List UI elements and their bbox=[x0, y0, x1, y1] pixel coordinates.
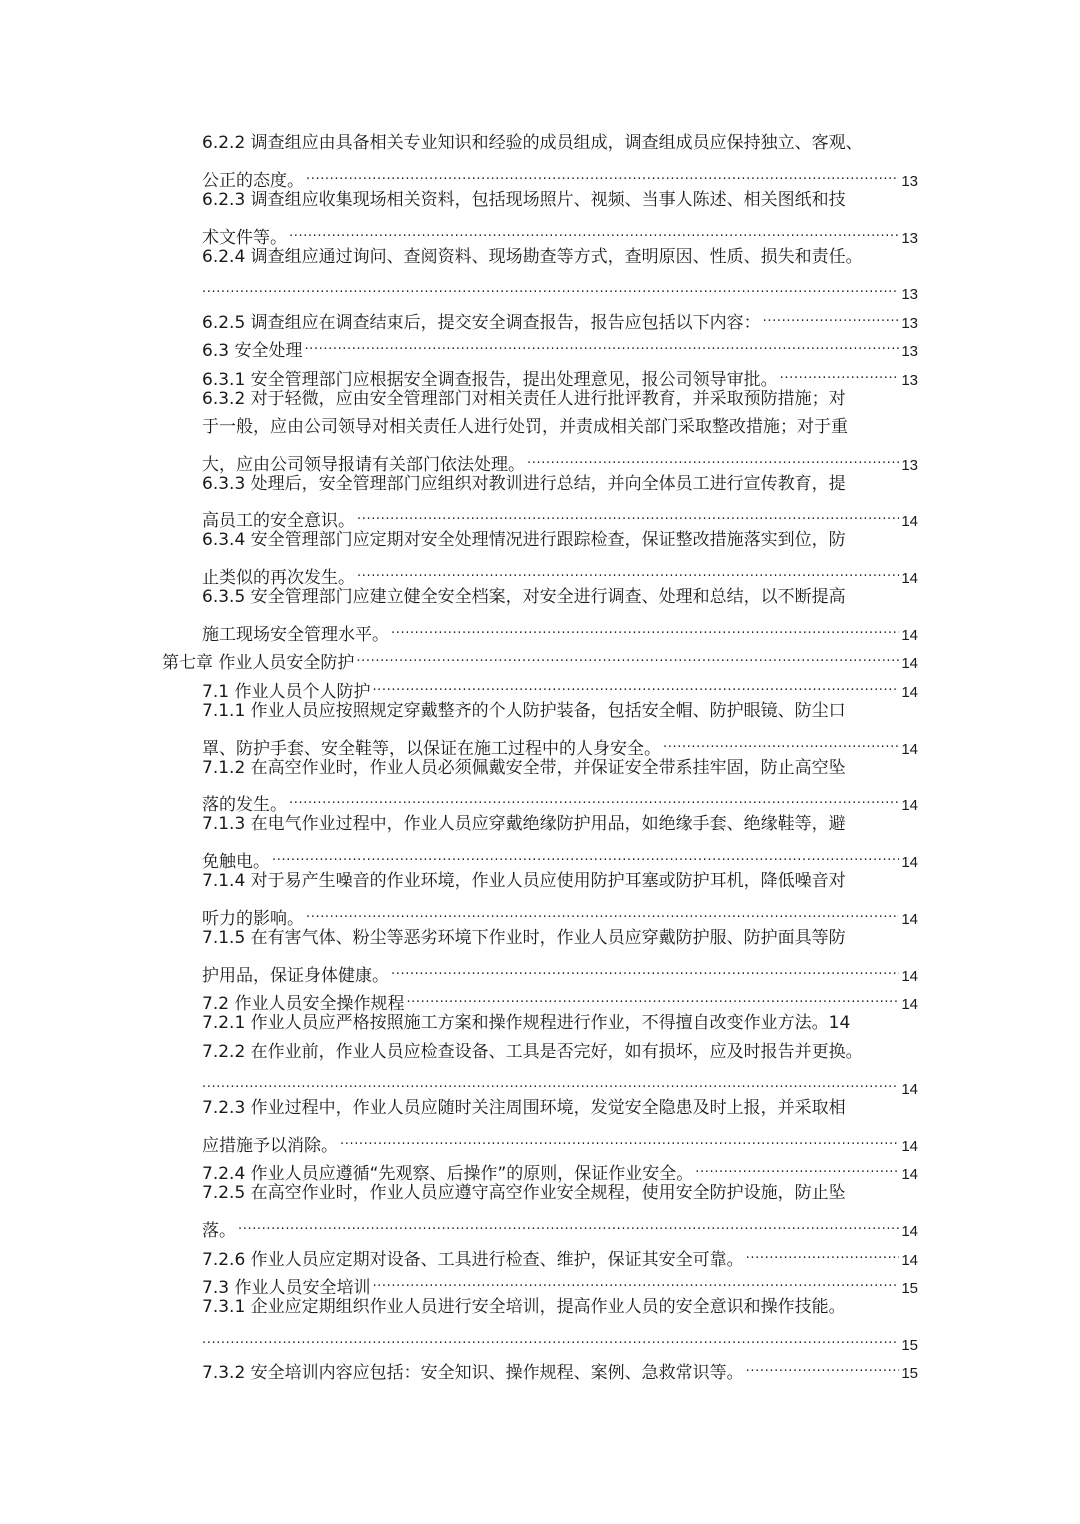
toc-entry-line[interactable] bbox=[0, 952, 1080, 986]
toc-entry-line[interactable] bbox=[0, 1265, 1080, 1299]
toc-entry-line[interactable] bbox=[0, 214, 1080, 248]
dot-leader bbox=[527, 441, 899, 469]
dot-leader bbox=[356, 640, 899, 668]
toc-page-number: 14 bbox=[901, 655, 918, 673]
toc-entry-line[interactable] bbox=[0, 555, 1080, 589]
toc-entry-text: 6.3 安全处理 bbox=[202, 341, 303, 362]
toc-text-line bbox=[0, 243, 1080, 271]
dot-leader bbox=[746, 1350, 900, 1378]
toc-entry-text: 7.1 作业人员个人防护 bbox=[202, 681, 371, 702]
toc-text-line bbox=[0, 413, 1080, 441]
toc-entry-text: 7.2.5 在高空作业时，作业人员应遵守高空作业安全规程，使用安全防护设施，防止坠 bbox=[202, 1183, 846, 1204]
dot-leader bbox=[340, 1123, 899, 1151]
dot-leader bbox=[202, 1321, 899, 1349]
toc-text-line bbox=[0, 1179, 1080, 1207]
toc-entry-text: 公正的态度。 bbox=[202, 170, 304, 191]
toc-entry-text: 7.1.1 作业人员应按照规定穿戴整齐的个人防护装备，包括安全帽、防护眼镜、防尘口 bbox=[202, 700, 846, 721]
toc-page-number: 14 bbox=[901, 1138, 918, 1156]
dot-leader bbox=[202, 271, 899, 299]
toc-entry-line[interactable] bbox=[0, 981, 1080, 1015]
toc-entry-text: 7.2.6 作业人员应定期对设备、工具进行检查、维护，保证其安全可靠。 bbox=[202, 1249, 744, 1270]
toc-page-number: 13 bbox=[901, 371, 918, 389]
toc-page-number: 15 bbox=[901, 1365, 918, 1383]
toc-entry-text: 护用品，保证身体健康。 bbox=[202, 965, 389, 986]
toc-page-number: 14 bbox=[901, 1223, 918, 1241]
dot-leader bbox=[780, 356, 900, 384]
toc-page-number: 14 bbox=[901, 910, 918, 928]
toc-entry-text: 6.3.2 对于轻微，应由安全管理部门对相关责任人进行批评教育，并采取预防措施；对 bbox=[202, 388, 846, 409]
toc-entry-text: 7.2.3 作业过程中，作业人员应随时关注周围环境，发觉安全隐患及时上报，并采取相 bbox=[202, 1098, 846, 1119]
dot-leader bbox=[357, 498, 899, 526]
toc-text-line bbox=[0, 470, 1080, 498]
toc-page-number: 14 bbox=[901, 797, 918, 815]
toc-entry-text: 7.2 作业人员安全操作规程 bbox=[202, 994, 405, 1015]
toc-page-number: 14 bbox=[901, 1081, 918, 1099]
toc-entry-line[interactable] bbox=[0, 1066, 1080, 1099]
toc-entry-text: 术文件等。 bbox=[202, 227, 287, 248]
dot-leader bbox=[391, 612, 899, 640]
dot-leader bbox=[289, 782, 899, 810]
toc-text-line bbox=[0, 385, 1080, 413]
toc-text-line bbox=[0, 526, 1080, 554]
toc-entry-line[interactable] bbox=[0, 157, 1080, 191]
toc-entry-text: 7.2.2 在作业前，作业人员应检查设备、工具是否完好，如有损坏，应及时报告并更换。 bbox=[202, 1041, 863, 1062]
toc-entry-text: 7.2.1 作业人员应严格按照施工方案和操作规程进行作业，不得擅自改变作业方法。14 bbox=[202, 1013, 851, 1034]
dot-leader bbox=[695, 1151, 899, 1179]
toc-entry-line[interactable] bbox=[0, 1321, 1080, 1354]
toc-text-line bbox=[0, 186, 1080, 214]
toc-entry-text: 7.2.4 作业人员应遵循“先观察、后操作”的原则，保证作业安全。 bbox=[202, 1164, 694, 1185]
toc-entry-text: 6.2.5 调查组应在调查结束后，提交安全调查报告，报告应包括以下内容： bbox=[202, 312, 761, 333]
toc-entry-text: 施工现场安全管理水平。 bbox=[202, 625, 389, 646]
toc-page-number: 14 bbox=[901, 683, 918, 701]
toc-entry-text: 止类似的再次发生。 bbox=[202, 568, 355, 589]
toc-entry-line[interactable] bbox=[0, 1151, 1080, 1185]
toc-entry-text: 应措施予以消除。 bbox=[202, 1136, 338, 1157]
toc-entry-row bbox=[202, 1350, 918, 1389]
toc-page-number: 14 bbox=[901, 513, 918, 531]
toc-page-number: 13 bbox=[901, 456, 918, 474]
toc-entry-text: 听力的影响。 bbox=[202, 908, 304, 929]
toc-entry-line[interactable] bbox=[0, 782, 1080, 816]
dot-leader bbox=[406, 981, 899, 1009]
toc-entry-text: 7.3.1 企业应定期组织作业人员进行安全培训，提高作业人员的安全意识和操作技能。 bbox=[202, 1297, 846, 1318]
dot-leader bbox=[202, 1066, 899, 1094]
toc-entry-text: 大，应由公司领导报请有关部门依法处理。 bbox=[202, 454, 525, 475]
dot-leader bbox=[272, 839, 899, 867]
toc-page-number: 15 bbox=[901, 1280, 918, 1298]
dot-leader bbox=[372, 668, 899, 696]
toc-text-line bbox=[0, 1009, 1080, 1037]
toc-entry-text: 7.1.5 在有害气体、粉尘等恶劣环境下作业时，作业人员应穿戴防护服、防护面具等防 bbox=[202, 927, 846, 948]
toc-entry-text: 6.2.4 调查组应通过询问、查阅资料、现场勘查等方式，查明原因、性质、损失和责任。 bbox=[202, 246, 863, 267]
dot-leader bbox=[763, 299, 900, 327]
toc-entry-text: 6.3.5 安全管理部门应建立健全安全档案，对安全进行调查、处理和总结，以不断提高 bbox=[202, 587, 846, 608]
toc-text-line bbox=[0, 754, 1080, 782]
toc-page-number: 13 bbox=[901, 314, 918, 332]
toc-entry-line[interactable] bbox=[0, 668, 1080, 702]
dot-leader bbox=[289, 214, 899, 242]
toc-entry-line[interactable] bbox=[0, 441, 1080, 475]
toc-entry-line[interactable] bbox=[0, 725, 1080, 759]
toc-page-number: 14 bbox=[901, 740, 918, 758]
toc-entry-line[interactable] bbox=[0, 839, 1080, 873]
toc-text-line bbox=[0, 1293, 1080, 1321]
toc-entry-text: 于一般，应由公司领导对相关责任人进行处罚，并责成相关部门采取整改措施；对于重 bbox=[202, 416, 848, 437]
toc-entry-line[interactable] bbox=[0, 271, 1080, 304]
toc-entry-line[interactable] bbox=[0, 1236, 1080, 1270]
dot-leader bbox=[372, 1265, 899, 1293]
toc-text-line bbox=[0, 924, 1080, 952]
toc-entry-text: 6.3.3 处理后，安全管理部门应组织对教训进行总结，并向全体员工进行宣传教育，提 bbox=[202, 473, 846, 494]
toc-entry-line[interactable] bbox=[0, 299, 1080, 333]
toc-entry-text: 高员工的安全意识。 bbox=[202, 511, 355, 532]
toc-page-number: 14 bbox=[901, 996, 918, 1014]
dot-leader bbox=[306, 896, 899, 924]
toc-entry-line[interactable] bbox=[0, 498, 1080, 532]
toc-page-number: 14 bbox=[901, 967, 918, 985]
toc-page-number: 15 bbox=[901, 1336, 918, 1354]
dot-leader bbox=[746, 1236, 900, 1264]
toc-text-line bbox=[0, 697, 1080, 725]
toc-page-number: 14 bbox=[901, 1251, 918, 1269]
toc-page-number: 14 bbox=[901, 854, 918, 872]
toc-entry-line[interactable] bbox=[0, 328, 1080, 362]
toc-entry-line[interactable] bbox=[0, 1350, 1080, 1384]
toc-text-line bbox=[0, 1094, 1080, 1122]
toc-entry-text: 落的发生。 bbox=[202, 795, 287, 816]
toc-entry-text: 7.3.2 安全培训内容应包括：安全知识、操作规程、案例、急救常识等。 bbox=[202, 1363, 744, 1384]
toc-page-number: 14 bbox=[901, 1166, 918, 1184]
toc-entry-text: 第七章 作业人员安全防护 bbox=[162, 653, 355, 674]
dot-leader bbox=[357, 555, 899, 583]
toc-entry-line[interactable] bbox=[0, 1123, 1080, 1157]
toc-entry-text: 6.3.4 安全管理部门应定期对安全处理情况进行跟踪检查，保证整改措施落实到位，防 bbox=[202, 530, 846, 551]
toc-text-line bbox=[0, 583, 1080, 611]
toc-text-line bbox=[0, 1038, 1080, 1066]
toc-entry-text: 7.3 作业人员安全培训 bbox=[202, 1278, 371, 1299]
toc-text-line bbox=[0, 810, 1080, 838]
dot-leader bbox=[663, 725, 899, 753]
toc-page-number: 13 bbox=[901, 229, 918, 247]
toc-page-number: 14 bbox=[901, 570, 918, 588]
toc-entry-text: 6.2.3 调查组应收集现场相关资料，包括现场照片、视频、当事人陈述、相关图纸和技 bbox=[202, 189, 846, 210]
toc-text-line bbox=[0, 129, 1080, 157]
toc-text-line bbox=[0, 867, 1080, 895]
dot-leader bbox=[306, 157, 899, 185]
toc-entry-line[interactable] bbox=[0, 612, 1080, 646]
toc-page-number: 13 bbox=[901, 343, 918, 361]
table-of-contents bbox=[0, 129, 1080, 1384]
toc-entry-text: 7.1.4 对于易产生噪音的作业环境，作业人员应使用防护耳塞或防护耳机，降低噪音对 bbox=[202, 871, 846, 892]
toc-page-number: 13 bbox=[901, 172, 918, 190]
dot-leader bbox=[304, 328, 899, 356]
toc-entry-line[interactable] bbox=[0, 356, 1080, 390]
dot-leader bbox=[238, 1208, 899, 1236]
toc-page-number: 13 bbox=[901, 286, 918, 304]
toc-entry-line[interactable] bbox=[0, 896, 1080, 929]
toc-entry-line[interactable] bbox=[0, 1208, 1080, 1242]
toc-entry-text: 6.3.1 安全管理部门应根据安全调查报告，提出处理意见，报公司领导审批。 bbox=[202, 369, 778, 390]
dot-leader bbox=[391, 952, 899, 980]
toc-entry-text: 落。 bbox=[202, 1221, 236, 1242]
toc-entry-text: 6.2.2 调查组应由具备相关专业知识和经验的成员组成，调查组成员应保持独立、客观、 bbox=[202, 133, 863, 153]
toc-entry-line[interactable] bbox=[0, 640, 1080, 674]
toc-entry-text: 免触电。 bbox=[202, 852, 270, 873]
toc-page-number: 14 bbox=[901, 627, 918, 645]
toc-entry-text: 7.1.2 在高空作业时，作业人员必须佩戴安全带，并保证安全带系挂牢固，防止高空坠 bbox=[202, 757, 846, 778]
toc-entry-text: 7.1.3 在电气作业过程中，作业人员应穿戴绝缘防护用品，如绝缘手套、绝缘鞋等，避 bbox=[202, 814, 846, 835]
toc-entry-text: 罩、防护手套、安全鞋等，以保证在施工过程中的人身安全。 bbox=[202, 738, 661, 759]
